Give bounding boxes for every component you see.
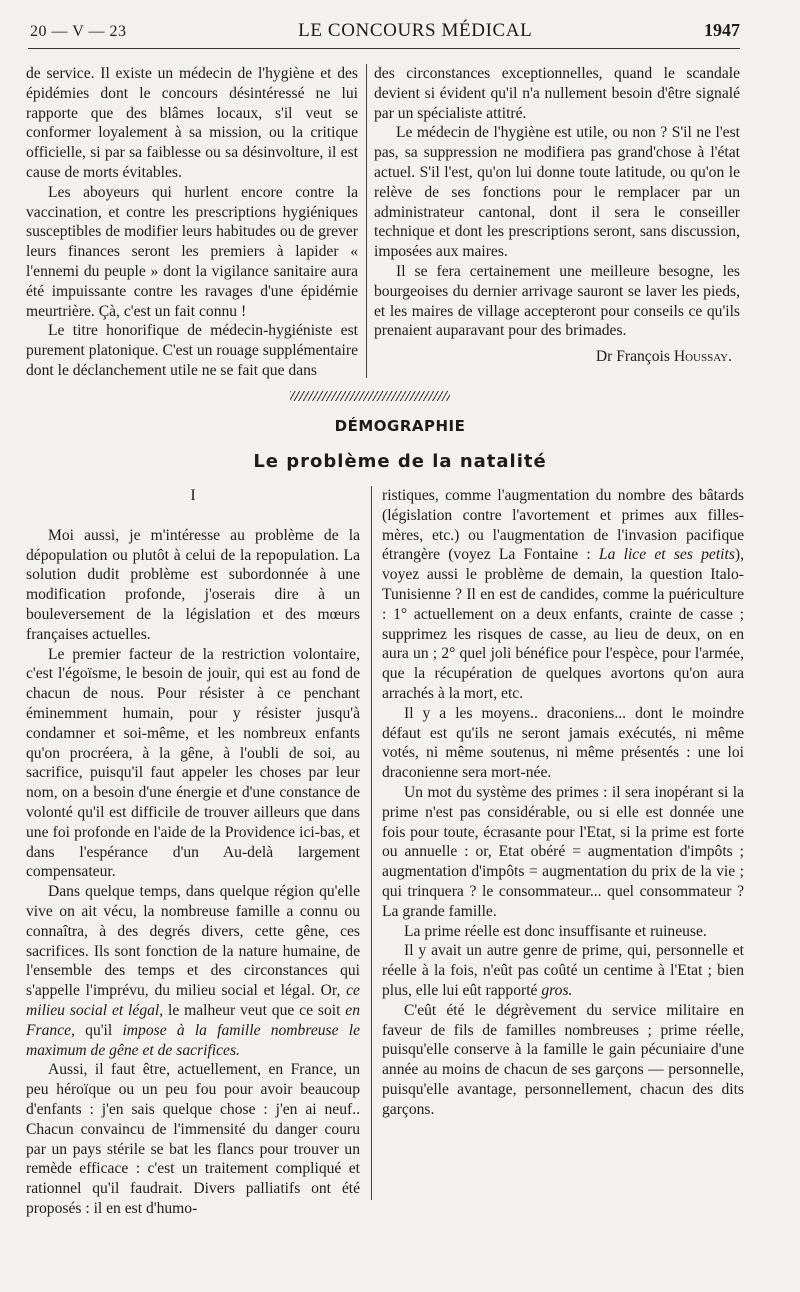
paragraph: Le titre honorifique de médecin-hygiéniste est purement platonique. C'est un rouage supplémentaire dont le déclanchement utile ne se fait que dans: [26, 322, 358, 379]
section-title: DÉMOGRAPHIE: [334, 417, 466, 435]
top-left-column: [26, 64, 358, 380]
text-run: qu'il: [85, 1021, 113, 1039]
italic-run: impose à la famille nombreuse le maximum de gêne et de sacrifices.: [26, 1021, 360, 1059]
italic-run: La lice et ses petits: [598, 546, 735, 564]
paragraph: Moi aussi, je m'intéresse au problème de la dépopulation ou plutôt à celui de la repopulation. La solution dudit problème est subordonnée à une modification profonde, j'oserais dire à un bouleversement de la législation et des mœurs françaises actuelles.: [26, 526, 360, 643]
column-divider: [366, 64, 367, 378]
paragraph: C'eût été le dégrèvement du service militaire en faveur de fils de familles nombreuses ; prime réelle, puisqu'elle conserve à la famille le gain pécuniaire d'une année au moins de chacun de ses garçons — personnelle, puisqu'elle avantage, personnellement, chacun des dits garçons.: [382, 1001, 744, 1118]
article-title: Le problème de la natalité: [253, 451, 547, 472]
text-run: ), voyez aussi le problème de demain, la question Italo-Tunisienne ? Il en est de candides, comme la puériculture : 1° actuellement on a deux enfants, crainte de casse ; supprimez les risques de casse, au lieu de deux, on en aura un ; 2° quel joli bénéfice pour l'espèce, pour l'armée, que la récupération de quelques avortons qu'on aura arrachés à la mort, etc.: [382, 546, 744, 702]
italic-run: gros.: [541, 981, 573, 999]
text-run: le malheur veut que ce soit: [168, 1001, 341, 1019]
text-run: Il y avait un autre genre de prime, qui, personnelle et réelle à la fois, n'eût pas coûté un centime à l'Etat ; bien plus, elle lui eût rapporté: [382, 942, 744, 999]
header-rule: [28, 48, 740, 49]
paragraph: de service. Il existe un médecin de l'hygiène et des épidémies dont le concours désintéressé ne lui rapporte que des blâmes locaux, s'il veut se conformer loyalement à sa mission, ou la critique officielle, si par sa faiblesse ou sa désinvolture, il est cause de morts évitables.: [26, 65, 358, 181]
top-right-column: [374, 64, 740, 380]
author-signature: [374, 347, 740, 367]
journal-title: LE CONCOURS MÉDICAL: [298, 20, 533, 41]
paragraph: Les aboyeurs qui hurlent encore contre la vaccination, et contre les prescriptions hygiéniques susceptibles de modifier leurs habitudes ou de grever leurs finances seront les premiers à lapider « l'ennemi du peuple » dont la vigilance sanitaire aura été impuissante contre les ravages d'une épidémie meurtrière. Çà, c'est un fait connu !: [26, 183, 358, 320]
separator-ornament: [290, 391, 450, 401]
paragraph: Il y a les moyens.. draconiens... dont le moindre défaut est qu'ils ne seront jamais exécutés, ni même votés, ni même soutenus, ni même présentés : une loi draconienne sera mort-née.: [382, 704, 744, 782]
running-header: [30, 20, 740, 46]
italic-run: en France,: [26, 1001, 360, 1039]
column-divider: [371, 486, 372, 1200]
paragraph: Le premier facteur de la restriction volontaire, c'est l'égoïsme, le besoin de jouir, qui est au fond de chacun de nous. Pour résister à ce penchant éminemment humain, pour y résister jusqu'à condamner et soi-même, et les nombreux enfants qu'on procréera, à la gêne, à l'oubli de soi, au sacrifice, puisqu'il faut appeler les choses par leur nom, on a besoin d'une énergie et d'une constance de volonté qu'il est difficile de trouver ailleurs que dans une foi profonde en l'aide de la Providence ici-bas, et dans l'espérance d'un Au-delà largement compensateur.: [26, 645, 360, 881]
text-run: ristiques, comme l'augmentation du nombre des bâtards (législation contre l'avortement et primes aux filles-mères, etc.) ou l'augmentation de l'invasion pacifique étrangère (voyez La Fontaine :: [382, 487, 744, 564]
paragraph: [382, 486, 744, 704]
bottom-left-column: [26, 486, 360, 1286]
paragraph: Aussi, il faut être, actuellement, en France, un peu héroïque ou un peu fou pour avoir beaucoup d'enfants : j'en sais quelque chose : j'en ai neuf.. Chacun convaincu de l'immensité du danger couru par un pays stérile se bat les flancs pour trouver un remède efficace : c'est un traitement compliqué et rationnel qu'il faudrait. Divers palliatifs ont été proposés : il en est d'humo-: [26, 1061, 360, 1217]
bottom-right-column: [382, 486, 744, 1286]
paragraph: La prime réelle est donc insuffisante et ruineuse.: [404, 922, 707, 940]
text-run: Dans quelque temps, dans quelque région qu'elle vive on ait vécu, la nombreuse famille a connu ou connaîtra, à des degrés divers, cette gêne, ces sacrifices. Ils sont fonction de la nature humaine, de l'ensemble des temps et des circonstances qui s'appelle l'imprévu, du milieu social et légal. Or,: [26, 883, 360, 1000]
page-folio: 20 — V — 23: [30, 23, 127, 40]
paragraph: [26, 882, 360, 1060]
italic-run: ce milieu social et légal,: [26, 982, 360, 1019]
author-prefix: Dr François: [595, 348, 670, 366]
author-surname: Houssay.: [673, 348, 732, 366]
part-number: I: [190, 487, 196, 504]
paragraph: [382, 941, 744, 1000]
page-year: 1947: [704, 20, 740, 40]
paragraph: Le médecin de l'hygiène est utile, ou non ? S'il ne l'est pas, sa suppression ne modifiera pas grand'chose à l'état actuel. S'il l'est, qu'on lui donne toute latitude, ou qu'on le relève de ses fonctions pour le remplacer par un administrateur cantonal, dont il sera le conseiller technique et dont les prescriptions seront, sans discussion, imposées aux maires.: [374, 124, 740, 261]
paragraph: Il se fera certainement une meilleure besogne, les bourgeoises du dernier arrivage sauront se laver les pieds, et les maires de village accepteront pour conseils ce qu'ils prenaient auparavant pour des brimades.: [374, 262, 740, 340]
paragraph: Un mot du système des primes : il sera inopérant si la prime n'est pas considérable, ou si elle est donnée une fois pour toute, écrasante pour l'Etat, si la prime est forte ou annuelle : or, Etat obéré = augmentation d'impôts ; augmentation d'impôts = augmentation du prix de la vie ; qui trinquera ? le consommateur... quel consommateur ? La grande famille.: [382, 783, 744, 920]
paragraph: des circonstances exceptionnelles, quand le scandale devient si évident qu'il n'a nullement besoin d'être signalé par un spécialiste attitré.: [374, 65, 740, 122]
